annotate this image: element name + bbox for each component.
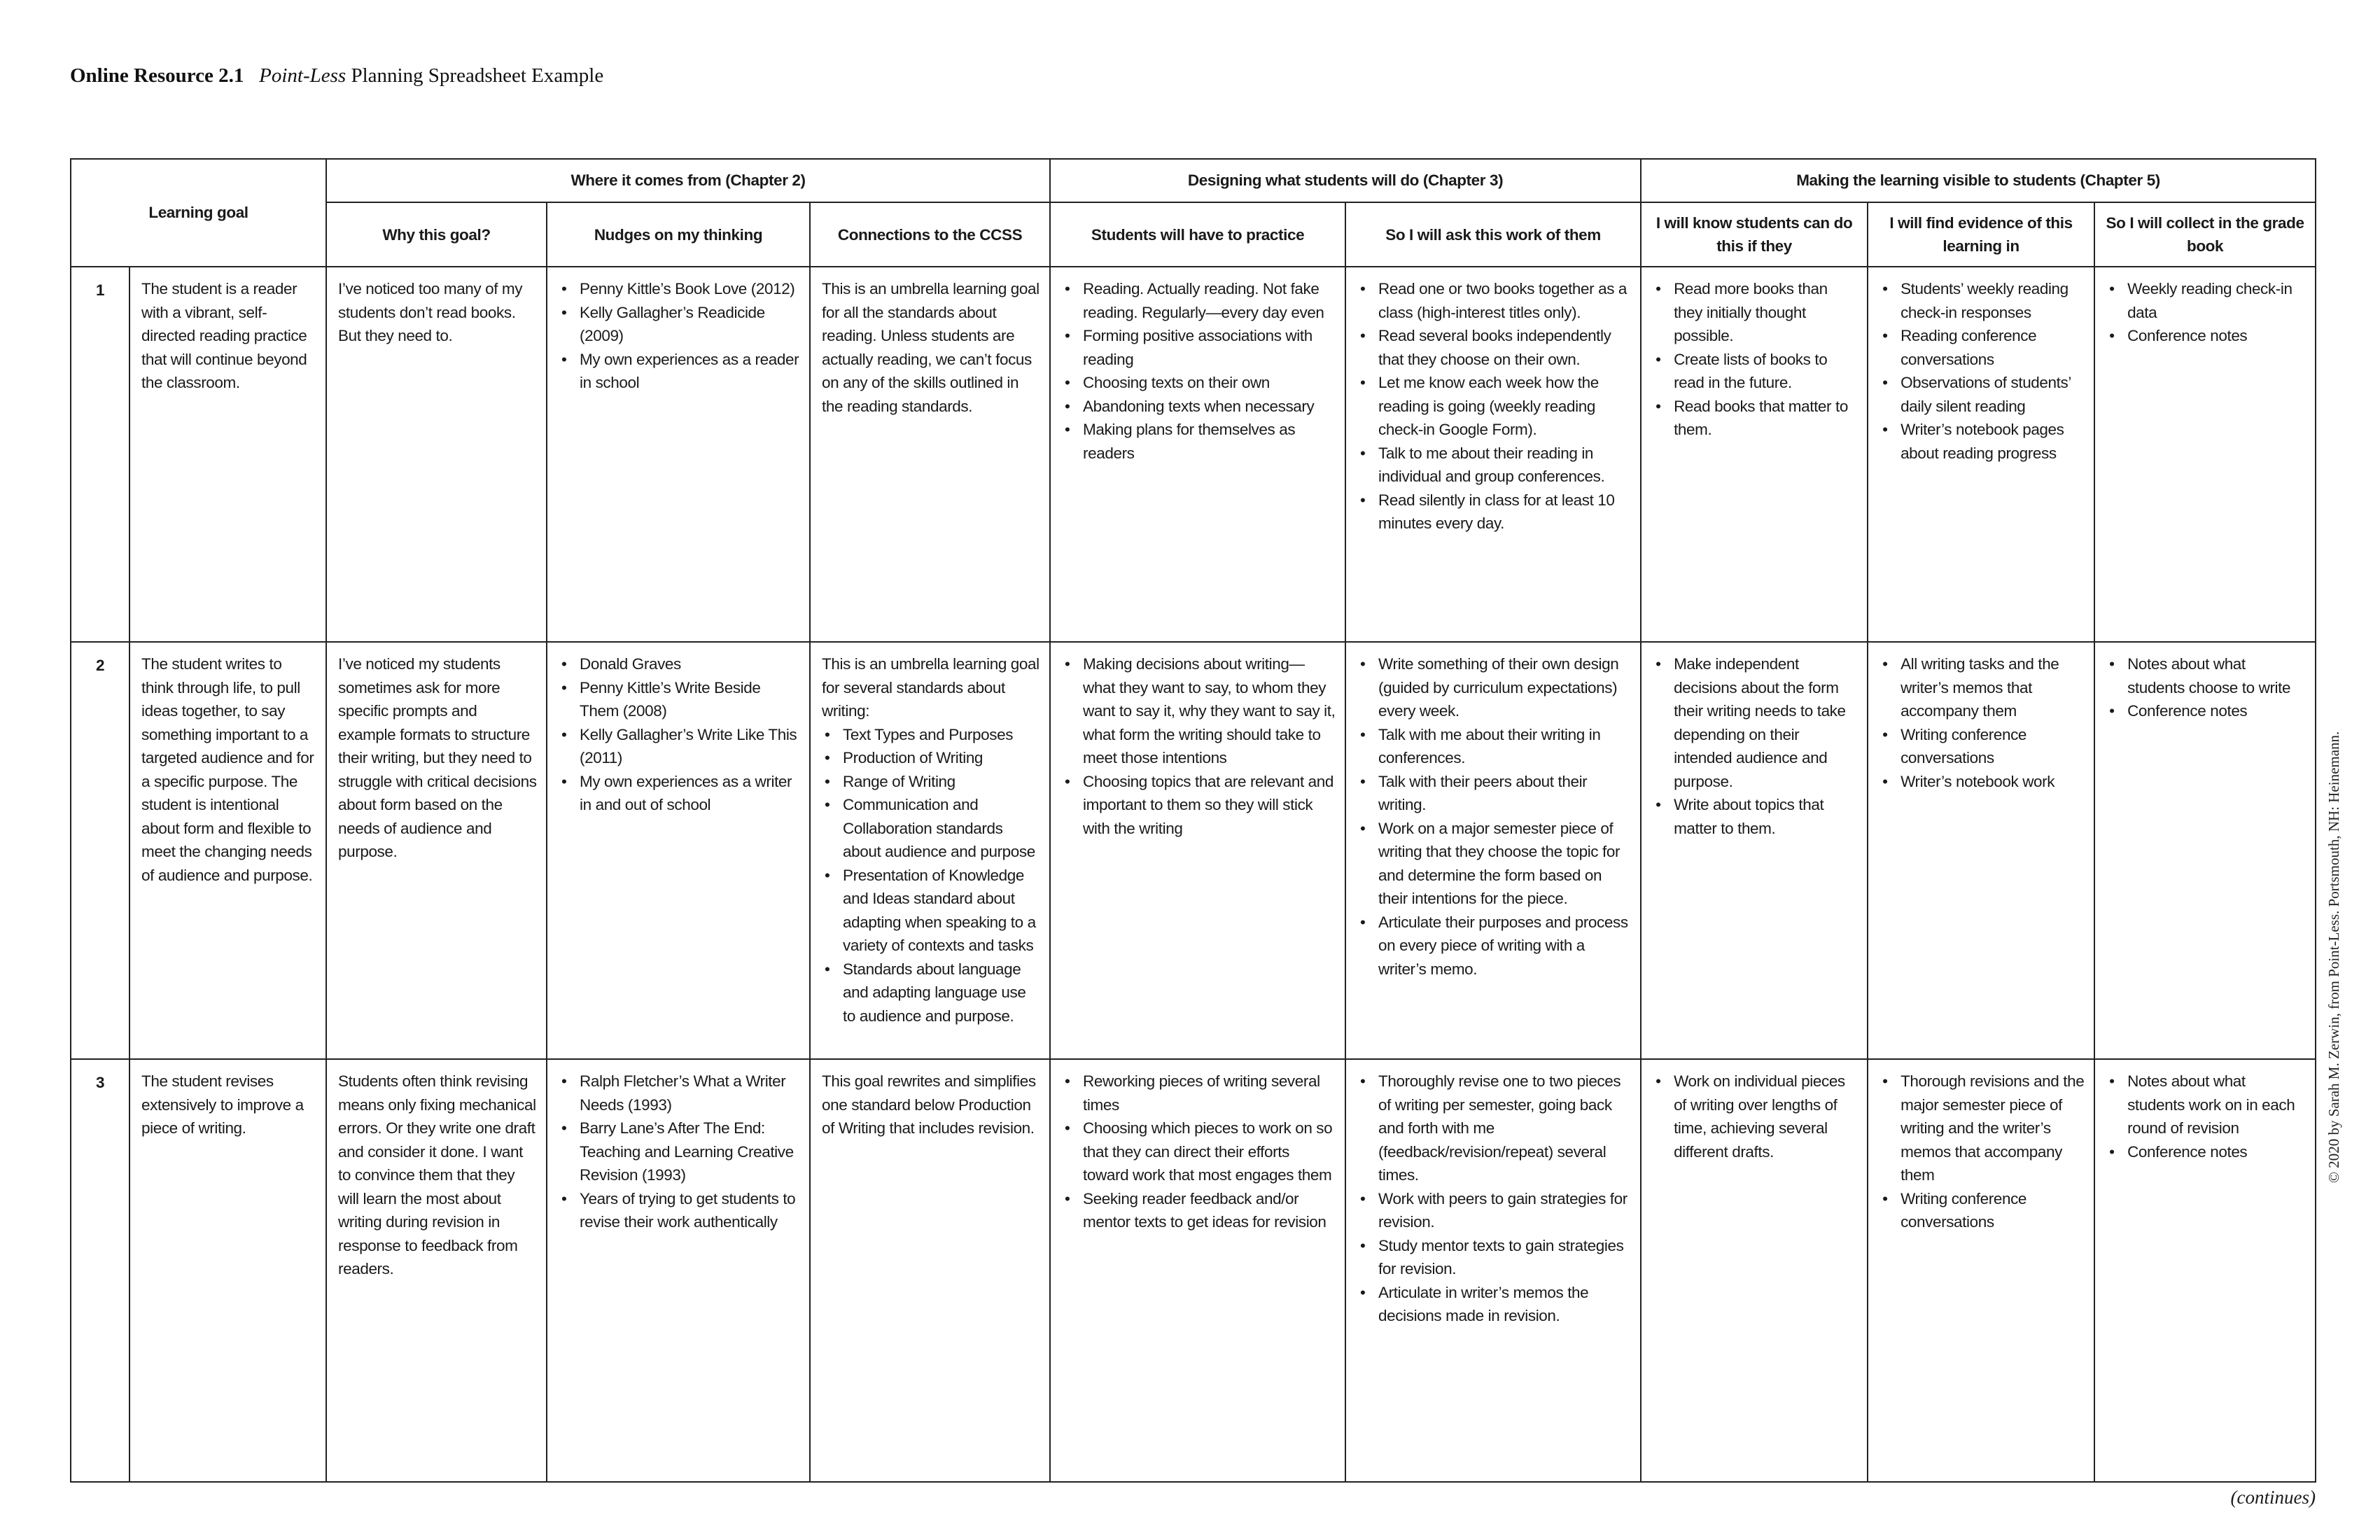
list-item: • Reading conference conversations: [1879, 324, 2085, 371]
list-item: • Write about topics that matter to them.: [1653, 793, 1858, 840]
column-header-collect: So I will collect in the grade book: [2094, 202, 2316, 267]
know-cell: [1641, 642, 1868, 1059]
list-item: • Articulate their purposes and process on every piece of writing with a writer’s memo.: [1357, 911, 1632, 981]
list-item: • Write something of their own design (guided by curriculum expectations) every week.: [1357, 652, 1632, 723]
ccss-text: This is an umbrella learning goal for all the standards about reading. Unless students are actually reading, we can’t focus on any of the skills outlined in the reading standards.: [822, 280, 1040, 415]
planning-spreadsheet-table: [70, 158, 2316, 1483]
learning-goal-cell: The student revises extensively to improve a piece of writing.: [130, 1059, 326, 1482]
list-item: • Choosing topics that are relevant and important to them so they will stick with the writing: [1062, 770, 1336, 841]
list-item: • Read several books independently that they choose on their own.: [1357, 324, 1632, 371]
making-group-header: Making the learning visible to students (Chapter 5): [1641, 159, 2316, 202]
page-header: [70, 64, 603, 88]
practice-cell: [1050, 1059, 1345, 1482]
list-item: • Writing conference conversations: [1879, 1187, 2085, 1234]
practice-cell: [1050, 267, 1345, 642]
list-item: • All writing tasks and the writer’s memos that accompany them: [1879, 652, 2085, 723]
list-item: • Read one or two books together as a class (high-interest titles only).: [1357, 277, 1632, 324]
nudges-list: [559, 277, 801, 395]
list-item: • My own experiences as a reader in school: [559, 348, 801, 395]
list-item: • Students’ weekly reading check-in responses: [1879, 277, 2085, 324]
know-list: [1653, 652, 1858, 840]
list-item: • Text Types and Purposes: [822, 723, 1041, 747]
list-item: • Years of trying to get students to revise their work authentically: [559, 1187, 801, 1234]
ask-list: [1357, 652, 1632, 981]
list-item: • Articulate in writer’s memos the decisions made in revision.: [1357, 1281, 1632, 1328]
practice-list: [1062, 277, 1336, 465]
list-item: • Let me know each week how the reading is going (weekly reading check-in Google Form).: [1357, 371, 1632, 442]
list-item: • Writer’s notebook work: [1879, 770, 2085, 794]
evidence-cell: [1868, 642, 2094, 1059]
copyright-notice: © 2020 by Sarah M. Zerwin, from Point-Less. Portsmouth, NH: Heinemann.: [2325, 731, 2342, 1183]
list-item: • Range of Writing: [822, 770, 1041, 794]
ask-cell: [1345, 1059, 1641, 1482]
row-number: 2: [71, 642, 130, 1059]
ccss-list: [822, 723, 1041, 1028]
list-item: • Study mentor texts to gain strategies for revision.: [1357, 1234, 1632, 1281]
list-item: • Create lists of books to read in the future.: [1653, 348, 1858, 395]
evidence-list: [1879, 652, 2085, 793]
know-cell: [1641, 267, 1868, 642]
list-item: • Abandoning texts when necessary: [1062, 395, 1336, 419]
ask-list: [1357, 277, 1632, 536]
practice-list: [1062, 652, 1336, 840]
list-item: • Notes about what students work on in each round of revision: [2106, 1070, 2306, 1140]
column-header-ask: So I will ask this work of them: [1345, 202, 1641, 267]
know-cell: [1641, 1059, 1868, 1482]
ask-cell: [1345, 267, 1641, 642]
know-list: [1653, 277, 1858, 442]
continues-note: (continues): [2230, 1487, 2316, 1508]
why-cell: I’ve noticed my students sometimes ask for more specific prompts and example formats to structure their writing, but they need to struggle with critical decisions about form based on the needs of audience and purpose.: [326, 642, 547, 1059]
list-item: • Production of Writing: [822, 746, 1041, 770]
list-item: • Read more books than they initially thought possible.: [1653, 277, 1858, 348]
list-item: • Choosing texts on their own: [1062, 371, 1336, 395]
ask-list: [1357, 1070, 1632, 1328]
list-item: • Barry Lane’s After The End: Teaching and Learning Creative Revision (1993): [559, 1116, 801, 1187]
list-item: • Kelly Gallagher’s Readicide (2009): [559, 301, 801, 348]
learning-goal-cell: The student is a reader with a vibrant, self-directed reading practice that will continue beyond the classroom.: [130, 267, 326, 642]
evidence-cell: [1868, 267, 2094, 642]
collect-list: [2106, 652, 2306, 723]
where-group-header: Where it comes from (Chapter 2): [326, 159, 1050, 202]
list-item: • Communication and Collaboration standards about audience and purpose: [822, 793, 1041, 864]
resource-title: Planning Spreadsheet Example: [351, 64, 604, 87]
evidence-list: [1879, 277, 2085, 465]
practice-list: [1062, 1070, 1336, 1234]
collect-list: [2106, 1070, 2306, 1163]
ccss-cell: [810, 267, 1050, 642]
list-item: • Make independent decisions about the form their writing needs to take depending on their intended audience and purpose.: [1653, 652, 1858, 793]
list-item: • Ralph Fletcher’s What a Writer Needs (1993): [559, 1070, 801, 1116]
ccss-cell: [810, 1059, 1050, 1482]
list-item: • Talk to me about their reading in individual and group conferences.: [1357, 442, 1632, 489]
resource-title-italic: Point-Less: [259, 64, 346, 87]
list-item: • Work with peers to gain strategies for revision.: [1357, 1187, 1632, 1234]
learning-goal-header: Learning goal: [71, 159, 326, 267]
list-item: • Penny Kittle’s Book Love (2012): [559, 277, 801, 301]
why-cell: Students often think revising means only fixing mechanical errors. Or they write one draft and consider it done. I want to convince them that they will learn the most about writing during revision in response to feedback from readers.: [326, 1059, 547, 1482]
list-item: • Writer’s notebook pages about reading progress: [1879, 418, 2085, 465]
row-number: 1: [71, 267, 130, 642]
list-item: • Read silently in class for at least 10 minutes every day.: [1357, 489, 1632, 536]
list-item: • Work on a major semester piece of writing that they choose the topic for and determine the form based on their intentions for the piece.: [1357, 817, 1632, 911]
list-item: • Conference notes: [2106, 1140, 2306, 1164]
list-item: • Penny Kittle’s Write Beside Them (2008): [559, 676, 801, 723]
list-item: • Read books that matter to them.: [1653, 395, 1858, 442]
nudges-cell: [547, 1059, 810, 1482]
collect-list: [2106, 277, 2306, 348]
column-header-evidence: I will find evidence of this learning in: [1868, 202, 2094, 267]
learning-goal-cell: The student writes to think through life, to pull ideas together, to say something important to a targeted audience and for a specific purpose. The student is intentional about form and flexible to meet the changing needs of audience and purpose.: [130, 642, 326, 1059]
list-item: • Standards about language and adapting language use to audience and purpose.: [822, 958, 1041, 1028]
list-item: • Talk with me about their writing in conferences.: [1357, 723, 1632, 770]
ask-cell: [1345, 642, 1641, 1059]
ccss-cell: [810, 642, 1050, 1059]
list-item: • Making plans for themselves as readers: [1062, 418, 1336, 465]
list-item: • Work on individual pieces of writing over lengths of time, achieving several different drafts.: [1653, 1070, 1858, 1163]
column-header-nudges: Nudges on my thinking: [547, 202, 810, 267]
list-item: • My own experiences as a writer in and out of school: [559, 770, 801, 817]
list-item: • Making decisions about writing—what they want to say, to whom they want to say it, why they want to say it, what form the writing should take to meet those intentions: [1062, 652, 1336, 770]
list-item: • Seeking reader feedback and/or mentor texts to get ideas for revision: [1062, 1187, 1336, 1234]
list-item: • Talk with their peers about their writing.: [1357, 770, 1632, 817]
list-item: • Reworking pieces of writing several times: [1062, 1070, 1336, 1116]
list-item: • Conference notes: [2106, 699, 2306, 723]
list-item: • Forming positive associations with reading: [1062, 324, 1336, 371]
ccss-text: This goal rewrites and simplifies one standard below Production of Writing that includes revision.: [822, 1072, 1036, 1137]
list-item: • Conference notes: [2106, 324, 2306, 348]
list-item: • Notes about what students choose to write: [2106, 652, 2306, 699]
table-row: [71, 642, 2316, 1059]
practice-cell: [1050, 642, 1345, 1059]
list-item: • Writing conference conversations: [1879, 723, 2085, 770]
evidence-list: [1879, 1070, 2085, 1234]
designing-group-header: Designing what students will do (Chapter 3): [1050, 159, 1641, 202]
list-item: • Observations of students’ daily silent reading: [1879, 371, 2085, 418]
nudges-cell: [547, 642, 810, 1059]
ccss-text: This is an umbrella learning goal for several standards about writing:: [822, 655, 1040, 720]
collect-cell: [2094, 642, 2316, 1059]
column-header-know: I will know students can do this if they: [1641, 202, 1868, 267]
table-row: [71, 1059, 2316, 1482]
know-list: [1653, 1070, 1858, 1163]
row-number: 3: [71, 1059, 130, 1482]
list-item: • Weekly reading check-in data: [2106, 277, 2306, 324]
collect-cell: [2094, 1059, 2316, 1482]
collect-cell: [2094, 267, 2316, 642]
evidence-cell: [1868, 1059, 2094, 1482]
nudges-list: [559, 652, 801, 817]
why-cell: I’ve noticed too many of my students don’t read books. But they need to.: [326, 267, 547, 642]
list-item: • Presentation of Knowledge and Ideas standard about adapting when speaking to a variety of contexts and tasks: [822, 864, 1041, 958]
list-item: • Donald Graves: [559, 652, 801, 676]
list-item: • Thoroughly revise one to two pieces of writing per semester, going back and forth with me (feedback/revision/repeat) several times.: [1357, 1070, 1632, 1187]
list-item: • Thorough revisions and the major semester piece of writing and the writer’s memos that accompany them: [1879, 1070, 2085, 1187]
column-header-why: Why this goal?: [326, 202, 547, 267]
resource-label: Online Resource 2.1: [70, 64, 244, 87]
nudges-cell: [547, 267, 810, 642]
column-header-ccss: Connections to the CCSS: [810, 202, 1050, 267]
list-item: • Reading. Actually reading. Not fake reading. Regularly—every day even: [1062, 277, 1336, 324]
table-row: [71, 267, 2316, 642]
list-item: • Kelly Gallagher’s Write Like This (2011): [559, 723, 801, 770]
nudges-list: [559, 1070, 801, 1234]
column-header-practice: Students will have to practice: [1050, 202, 1345, 267]
list-item: • Choosing which pieces to work on so that they can direct their efforts toward work that most engages them: [1062, 1116, 1336, 1187]
